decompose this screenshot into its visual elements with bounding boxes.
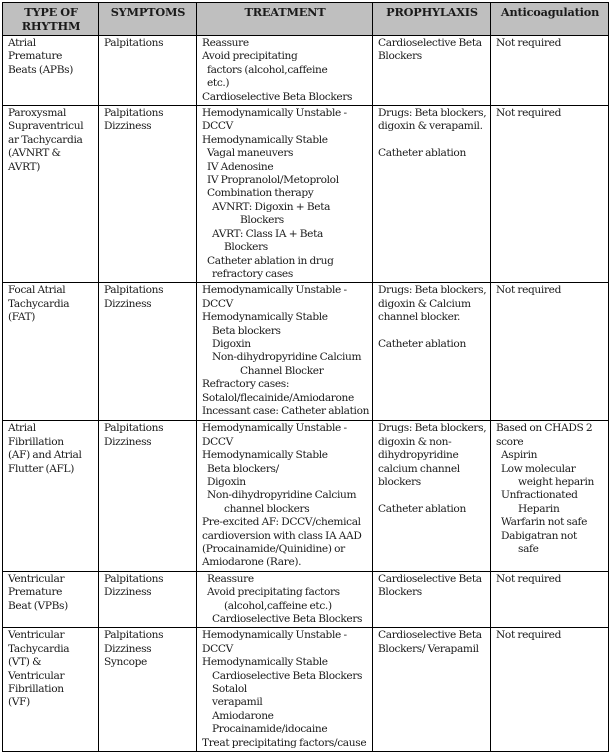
cell-line: Sotalol/flecainide/Amiodarone — [202, 391, 354, 404]
cell-symptoms — [99, 628, 197, 752]
cell-line: Dizziness — [104, 297, 152, 310]
cell-symptoms — [99, 106, 197, 283]
cell-line: Drugs: Beta blockers, — [378, 107, 487, 120]
cell-line: Tachycardia — [8, 642, 70, 655]
cell-anticoagulation — [491, 421, 609, 571]
cell-line: Palpitations — [104, 107, 164, 120]
cell-line: weight heparin — [518, 475, 595, 488]
cell-line: cardioversion with class IA AAD — [202, 529, 362, 542]
cell-line: Cardioselective Beta Blockers — [212, 613, 363, 625]
cell-line: Channel Blocker — [240, 364, 324, 377]
cell-line: Avoid precipitating — [202, 50, 298, 63]
cell-line: (Procainamide/Quinidine) or — [202, 542, 345, 555]
cell-line: Fibrillation — [8, 683, 64, 696]
cell-line: (VT) & — [8, 656, 42, 669]
cell-line: Procainamide/idocaine — [212, 723, 328, 736]
cell-line: Incessant case: Catheter ablation — [202, 404, 370, 417]
cell-line: Beta blockers — [212, 324, 281, 337]
cell-line: Non-dihydropyridine Calcium — [207, 489, 357, 502]
cell-line: Hemodynamically Stable — [202, 311, 328, 324]
cell-line: Hemodynamically Unstable - — [202, 284, 347, 297]
cell-line: Based on CHADS 2 — [496, 422, 593, 435]
cell-anticoagulation — [491, 571, 609, 628]
cell-prophylaxis — [373, 571, 491, 628]
cell-treatment — [197, 36, 373, 106]
cell-line: Low molecular — [501, 462, 576, 475]
table-row — [3, 421, 609, 571]
cell-treatment — [197, 283, 373, 421]
cell-line: Palpitations — [104, 284, 164, 297]
cell-line: dihydropyridine — [378, 449, 459, 462]
header-type-of-rhythm — [3, 3, 99, 36]
spacer — [378, 325, 486, 338]
cell-line: Reassure — [207, 572, 254, 585]
cell-line: Syncope — [104, 656, 147, 669]
cell-line: Not required — [496, 284, 562, 297]
cell-line: AVNRT: Digoxin + Beta — [212, 200, 331, 213]
cell-line: (AVNRT & — [8, 147, 61, 160]
cell-line: Hemodynamically Unstable - — [202, 107, 347, 120]
cell-line: Blockers — [378, 586, 422, 599]
cell-prophylaxis — [373, 36, 491, 106]
cell-anticoagulation — [491, 36, 609, 106]
cell-line: (AF) and Atrial — [8, 449, 82, 462]
cell-line: Drugs: Beta blockers, — [378, 422, 487, 435]
cell-line: Fibrillation — [8, 435, 64, 448]
cell-line: Dizziness — [104, 642, 152, 655]
cell-line: Combination therapy — [207, 187, 314, 200]
table-row — [3, 571, 609, 628]
cell-line: Refractory cases: — [202, 378, 290, 391]
cell-line: (FAT) — [8, 311, 36, 324]
cell-line: digoxin & verapamil. — [378, 120, 483, 133]
cell-line: refractory cases — [212, 267, 293, 280]
cell-line: Amiodarone — [212, 709, 274, 722]
cell-line: Supraventricul — [8, 120, 84, 133]
cell-rhythm — [3, 628, 99, 752]
cell-line: digoxin & non- — [378, 435, 452, 448]
cell-prophylaxis — [373, 421, 491, 571]
cell-line: Dabigatran not — [501, 529, 577, 542]
cell-line: Ventricular — [8, 669, 65, 682]
cell-symptoms — [99, 36, 197, 106]
cell-prophylaxis — [373, 283, 491, 421]
cell-line: Blockers — [378, 50, 422, 63]
cell-line: Beats (APBs) — [8, 63, 73, 76]
header-anticoagulation: Anticoagulation — [491, 3, 609, 36]
cell-treatment — [197, 106, 373, 283]
cell-symptoms — [99, 283, 197, 421]
cell-line: DCCV — [202, 297, 233, 310]
table-header-row — [3, 3, 609, 36]
cell-line: Cardioselective Beta — [378, 629, 482, 642]
cell-line: Premature — [8, 50, 63, 63]
cell-line: Hemodynamically Stable — [202, 133, 328, 146]
cell-anticoagulation — [491, 283, 609, 421]
cell-line: Beta blockers/ — [207, 462, 279, 475]
cell-line: Cardioselective Beta — [378, 572, 482, 585]
cell-treatment — [197, 571, 373, 628]
cell-treatment — [197, 628, 373, 752]
cell-line: Not required — [496, 107, 562, 120]
cell-symptoms — [99, 421, 197, 571]
cell-line: Atrial — [8, 422, 36, 435]
cell-prophylaxis — [373, 628, 491, 752]
cell-line: ar Tachycardia — [8, 133, 83, 146]
cell-line: IV Propranolol/Metoprolol — [207, 174, 339, 187]
cell-line: Unfractionated — [501, 489, 578, 502]
cell-line: Not required — [496, 629, 562, 642]
header-symptoms: SYMPTOMS — [99, 3, 197, 36]
cell-line: channel blockers — [224, 502, 310, 515]
header-line: RHYTHM — [21, 19, 81, 33]
cell-line: blockers — [378, 475, 421, 488]
header-prophylaxis: PROPHYLAXIS — [373, 3, 491, 36]
cell-line: Warfarin not safe — [501, 516, 588, 529]
spacer — [378, 134, 486, 147]
header-line: TYPE OF — [24, 5, 78, 19]
cell-line: (alcohol,caffeine etc.) — [224, 599, 332, 612]
cell-rhythm — [3, 106, 99, 283]
cell-line: Digoxin — [212, 337, 251, 350]
cell-line: Palpitations — [104, 37, 164, 49]
cell-line: Palpitations — [104, 422, 164, 435]
cell-line: Dizziness — [104, 120, 152, 133]
cell-line: Avoid precipitating factors — [207, 586, 340, 599]
cell-line: Premature — [8, 586, 63, 599]
cell-line: DCCV — [202, 642, 233, 655]
arrhythmia-management-table — [2, 2, 609, 752]
cell-line: Paroxysmal — [8, 107, 67, 120]
cell-line: Blockers/ Verapamil — [378, 642, 479, 655]
cell-line: Catheter ablation — [378, 337, 466, 350]
cell-line: digoxin & Calcium — [378, 297, 471, 310]
cell-line: Hemodynamically Stable — [202, 449, 328, 462]
cell-line: Digoxin — [207, 475, 246, 488]
cell-rhythm — [3, 283, 99, 421]
cell-line: calcium channel — [378, 462, 460, 475]
cell-line: score — [496, 435, 524, 448]
cell-anticoagulation — [491, 628, 609, 752]
cell-line: etc.) — [207, 77, 230, 90]
cell-line: Cardioselective Beta Blockers — [202, 90, 353, 103]
cell-line: Hemodynamically Unstable - — [202, 629, 347, 642]
cell-line: Ventricular — [8, 572, 65, 585]
cell-line: Sotalol — [212, 683, 247, 696]
cell-line: Dizziness — [104, 586, 152, 599]
cell-line: Not required — [496, 37, 562, 49]
cell-line: Tachycardia — [8, 297, 70, 310]
cell-prophylaxis — [373, 106, 491, 283]
cell-line: DCCV — [202, 435, 233, 448]
cell-line: Catheter ablation in drug — [207, 254, 334, 267]
cell-line: Not required — [496, 572, 562, 585]
cell-line: Pre-excited AF: DCCV/chemical — [202, 516, 361, 529]
cell-symptoms — [99, 571, 197, 628]
cell-rhythm — [3, 571, 99, 628]
cell-rhythm — [3, 36, 99, 106]
cell-line: Palpitations — [104, 572, 164, 585]
cell-line: Atrial — [8, 37, 36, 49]
cell-line: Hemodynamically Stable — [202, 656, 328, 669]
cell-line: Flutter (AFL) — [8, 462, 75, 475]
cell-line: Focal Atrial — [8, 284, 66, 297]
cell-line: Reassure — [202, 37, 249, 49]
table-row — [3, 283, 609, 421]
cell-line: Cardioselective Beta Blockers — [212, 669, 363, 682]
cell-line: Beat (VPBs) — [8, 599, 68, 612]
cell-line: Dizziness — [104, 435, 152, 448]
cell-line: IV Adenosine — [207, 160, 274, 173]
cell-line: Catheter ablation — [378, 147, 466, 160]
cell-line: Hemodynamically Unstable - — [202, 422, 347, 435]
header-treatment: TREATMENT — [197, 3, 373, 36]
cell-line: (VF) — [8, 696, 30, 709]
cell-line: Treat precipitating factors/cause — [202, 736, 367, 749]
cell-line: Heparin — [518, 502, 560, 515]
cell-line: AVRT) — [8, 160, 41, 173]
cell-line: Amiodarone (Rare). — [202, 556, 302, 569]
cell-line: factors (alcohol,caffeine — [207, 63, 328, 76]
cell-line: verapamil — [212, 696, 263, 709]
cell-line: Drugs: Beta blockers, — [378, 284, 487, 297]
cell-line: Ventricular — [8, 629, 65, 642]
cell-line: channel blocker. — [378, 311, 461, 324]
cell-line: Catheter ablation — [378, 502, 466, 515]
cell-line: Cardioselective Beta — [378, 37, 482, 49]
cell-line: Blockers — [240, 214, 284, 227]
table-row — [3, 36, 609, 106]
table-row — [3, 628, 609, 752]
cell-anticoagulation — [491, 106, 609, 283]
cell-line: Blockers — [224, 241, 268, 254]
cell-line: Aspirin — [501, 449, 538, 462]
table-row — [3, 106, 609, 283]
cell-line: DCCV — [202, 120, 233, 133]
cell-line: safe — [518, 542, 539, 555]
cell-line: Non-dihydropyridine Calcium — [212, 351, 362, 364]
cell-treatment — [197, 421, 373, 571]
cell-line: Vagal maneuvers — [207, 147, 294, 160]
cell-rhythm — [3, 421, 99, 571]
cell-line: AVRT: Class IA + Beta — [212, 227, 323, 240]
spacer — [378, 489, 486, 502]
cell-line: Palpitations — [104, 629, 164, 642]
